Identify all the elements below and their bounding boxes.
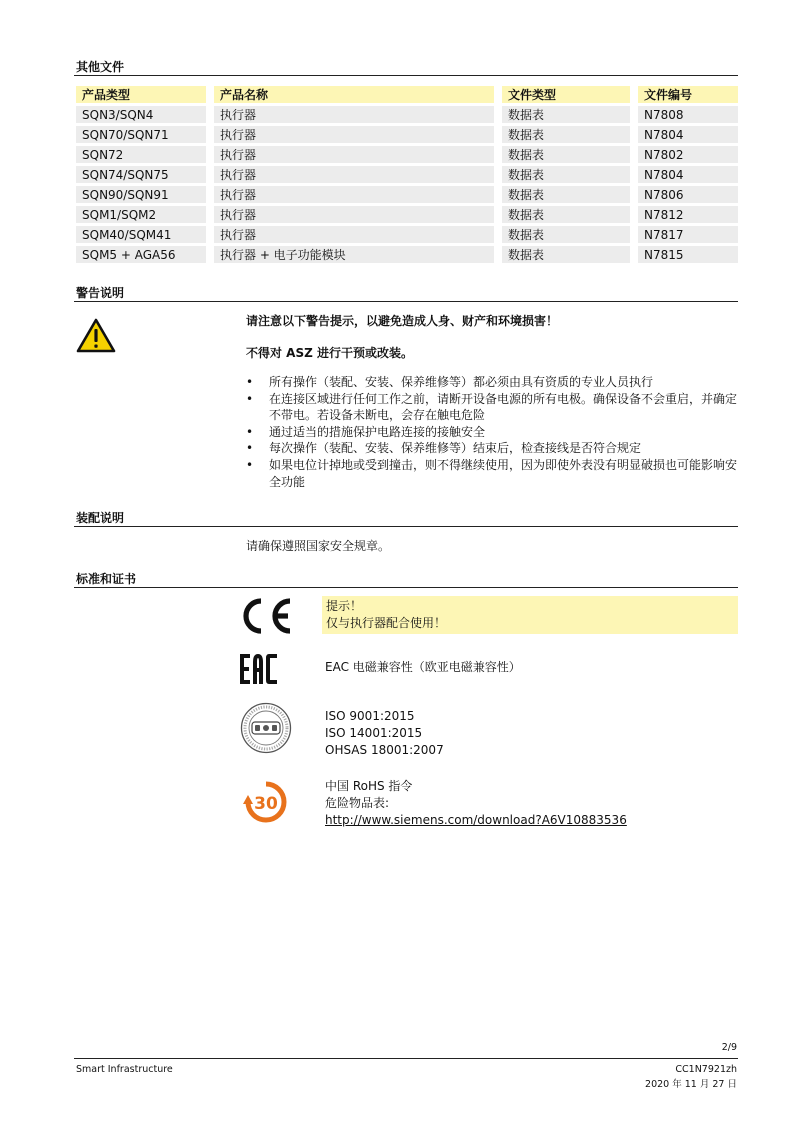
cell-product-name: 执行器 + 电子功能模块 [214,246,494,263]
section-title-warnings: 警告说明 [76,286,125,300]
cell-doc-type: 数据表 [502,166,630,183]
rohs-info [325,778,627,829]
header-doc-type: 文件类型 [502,86,630,103]
cell-doc-type: 数据表 [502,226,630,243]
footer-company: Smart Infrastructure [76,1064,173,1075]
section-rule [74,75,738,76]
table-header-row [76,86,738,103]
header-product-name: 产品名称 [214,86,494,103]
page-number: 2/9 [721,1042,737,1053]
cell-product-name: 执行器 [214,206,494,223]
cell-doc-number: N7806 [638,186,738,203]
cell-doc-number: N7804 [638,126,738,143]
section-rule [74,587,738,588]
list-item: • 在连接区域进行任何工作之前，请断开设备电源的所有电极。确保设备不会重启，并确定不带电。若设备未断电，会存在触电危险 [246,391,738,424]
cell-doc-number: N7804 [638,166,738,183]
section-title-assembly: 装配说明 [76,511,125,525]
rohs-line-1: 中国 RoHS 指令 [325,779,413,793]
iso-14001: ISO 14001:2015 [325,726,423,740]
table-row [76,166,738,183]
ce-note-box [322,596,738,634]
header-product-type: 产品类型 [76,86,206,103]
footer-date: 2020 年 11 月 27 日 [645,1079,737,1090]
cell-doc-number: N7815 [638,246,738,263]
eac-mark-logo [238,652,280,686]
table-row [76,126,738,143]
cell-product-name: 执行器 [214,166,494,183]
cell-doc-number: N7812 [638,206,738,223]
cell-product-type: SQN72 [76,146,206,163]
list-item: • 通过适当的措施保护电路连接的接触安全 [246,424,738,441]
warning-triangle-icon [76,318,116,354]
list-item: • 每次操作（装配、安装、保养维修等）结束后，检查接线是否符合规定 [246,440,738,457]
section-rule [74,301,738,302]
table-row [76,246,738,263]
cell-product-name: 执行器 [214,106,494,123]
footer-rule [74,1058,738,1059]
sqs-certification-seal-icon [240,702,292,754]
ce-mark-logo [238,596,296,636]
china-rohs-30-logo [241,780,291,824]
iso-9001: ISO 9001:2015 [325,709,415,723]
warning-line-2: 不得对 ASZ 进行干预或改装。 [246,346,413,360]
cell-doc-type: 数据表 [502,186,630,203]
rohs-download-link[interactable]: http://www.siemens.com/download?A6V10883536 [325,813,627,827]
ohsas-18001: OHSAS 18001:2007 [325,743,444,757]
iso-certificates [325,708,444,759]
cell-product-type: SQN90/SQN91 [76,186,206,203]
cell-product-type: SQM5 + AGA56 [76,246,206,263]
rohs-logo-number: 30 [254,794,278,814]
cell-product-type: SQM40/SQM41 [76,226,206,243]
cell-doc-type: 数据表 [502,106,630,123]
assembly-text: 请确保遵照国家安全规章。 [246,539,391,553]
cell-doc-number: N7808 [638,106,738,123]
ce-note-title: 提示！ [326,599,363,613]
cell-product-type: SQN74/SQN75 [76,166,206,183]
ce-note-text: 仅与执行器配合使用！ [326,616,447,630]
warning-bullet-list [246,374,738,490]
footer-doc-number: CC1N7921zh [675,1064,737,1075]
cell-product-type: SQN3/SQN4 [76,106,206,123]
table-row [76,186,738,203]
cell-doc-type: 数据表 [502,146,630,163]
cell-product-name: 执行器 [214,186,494,203]
cell-doc-number: N7817 [638,226,738,243]
cell-product-name: 执行器 [214,226,494,243]
cell-doc-number: N7802 [638,146,738,163]
cell-doc-type: 数据表 [502,126,630,143]
list-item: • 如果电位计掉地或受到撞击，则不得继续使用，因为即使外表没有明显破损也可能影响安全功能 [246,457,738,490]
cell-doc-type: 数据表 [502,206,630,223]
table-row [76,146,738,163]
cell-product-type: SQM1/SQM2 [76,206,206,223]
rohs-line-2: 危险物品表: [325,796,390,810]
eac-text: EAC 电磁兼容性（欧亚电磁兼容性） [325,660,521,674]
section-title-standards: 标准和证书 [76,572,137,586]
cell-product-name: 执行器 [214,126,494,143]
header-doc-number: 文件编号 [638,86,738,103]
table-row [76,106,738,123]
table-row [76,226,738,243]
section-rule [74,526,738,527]
cell-doc-type: 数据表 [502,246,630,263]
warning-line-1: 请注意以下警告提示，以避免造成人身、财产和环境损害！ [246,314,559,328]
documents-table [76,83,738,266]
table-row [76,206,738,223]
section-title-other-docs: 其他文件 [76,60,125,74]
list-item: • 所有操作（装配、安装、保养维修等）都必须由具有资质的专业人员执行 [246,374,738,391]
cell-product-name: 执行器 [214,146,494,163]
cell-product-type: SQN70/SQN71 [76,126,206,143]
